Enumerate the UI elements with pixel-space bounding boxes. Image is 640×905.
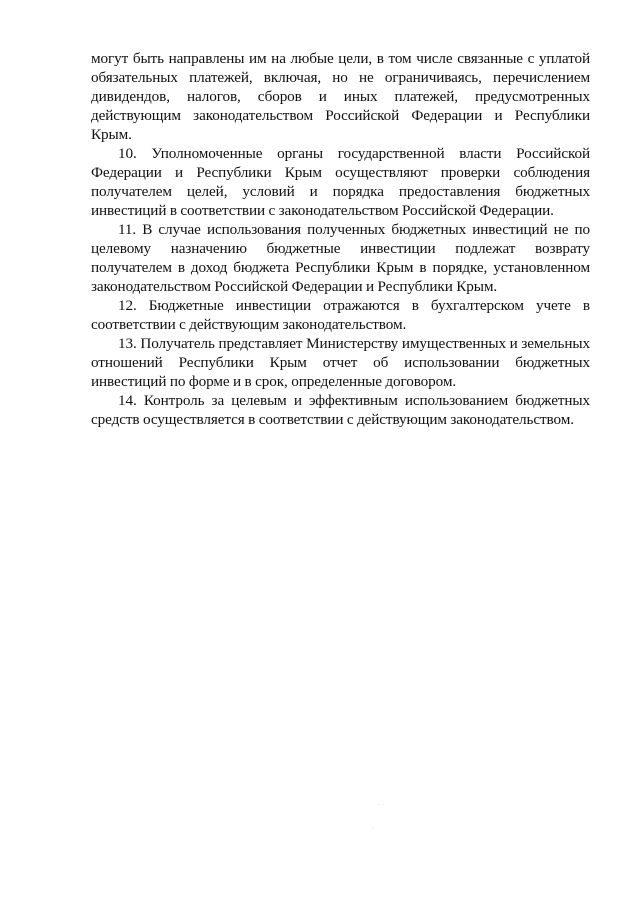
scan-speck: · <box>372 825 374 832</box>
paragraph-12: 12. Бюджетные инвестиции отражаются в бухгалтерском учете в соответствии с действующим законодательством. <box>91 297 590 333</box>
paragraph-continuation: могут быть направлены им на любые цели, в том числе связанные с уплатой обязательных платежей, включая, но не ограничиваясь, перечислением дивидендов, налогов, сборов и иных платежей, предусмотренных действующим законодательством Российской Федерации и Республики Крым. <box>91 50 590 143</box>
paragraph-14: 14. Контроль за целевым и эффективным использованием бюджетных средств осуществляется в соответствии с действующим законодательством. <box>91 392 590 428</box>
document-body <box>91 49 590 429</box>
paragraph-10: 10. Уполномоченные органы государственной власти Российской Федерации и Республики Крым осуществляют проверки соблюдения получателем целей, условий и порядка предоставления бюджетных инвестиций в соответствии с законодательством Российской Федерации. <box>91 145 590 219</box>
paragraph-11: 11. В случае использования полученных бюджетных инвестиций не по целевому назначению бюджетные инвестиции подлежат возврату получателем в доход бюджета Республики Крым в порядке, установленном законодательством Российской Федерации и Республики Крым. <box>91 221 590 295</box>
paragraph-13: 13. Получатель представляет Министерству имущественных и земельных отношений Республики Крым отчет об использовании бюджетных инвестиций по форме и в срок, определенные договором. <box>91 335 590 390</box>
scan-speck: · · <box>378 802 384 809</box>
